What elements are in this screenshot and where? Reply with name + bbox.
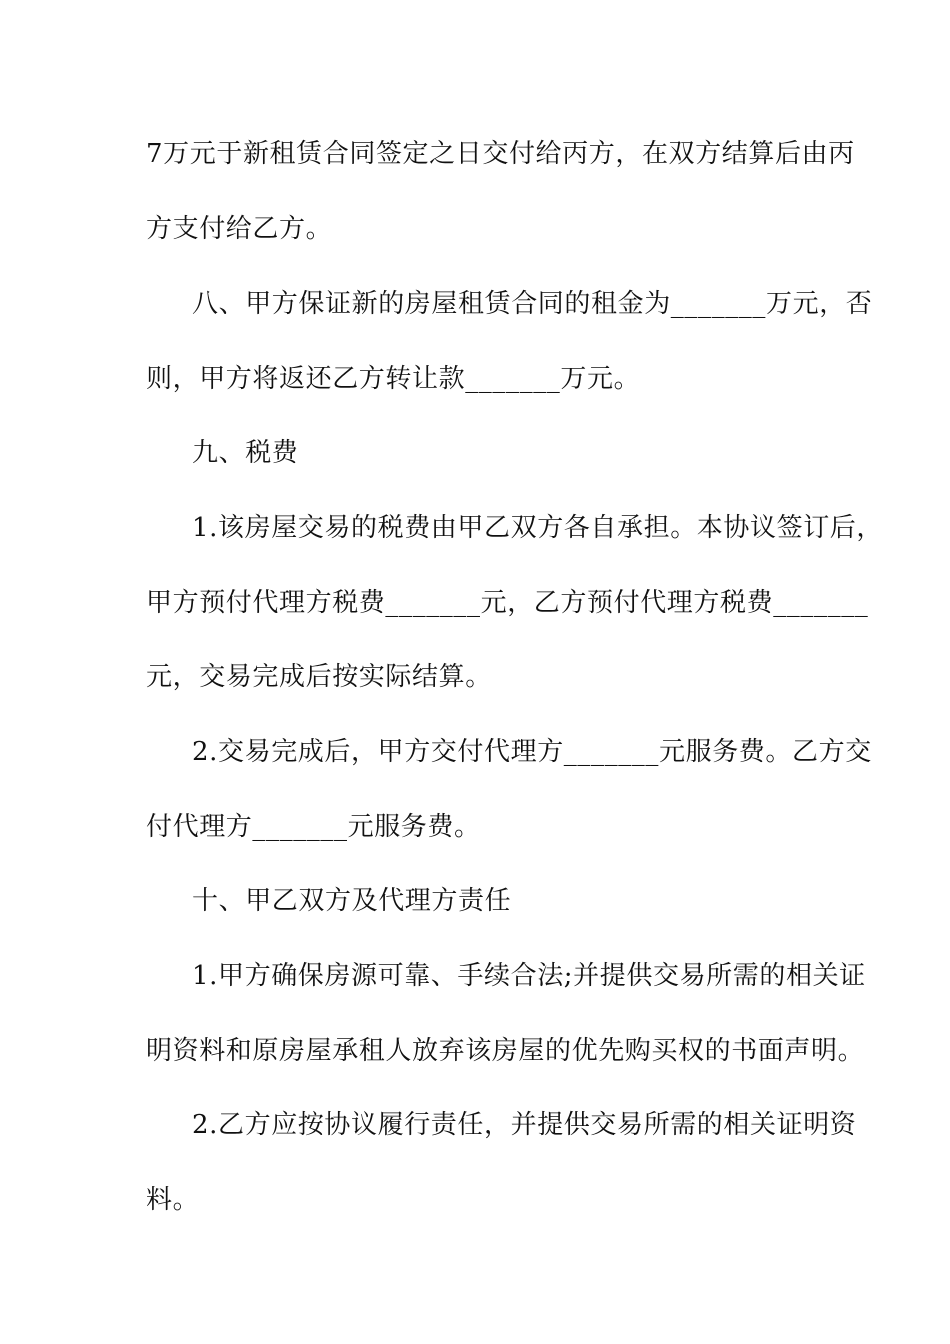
clause-9-2: 2.交易完成后，甲方交付代理方_______元服务费。乙方交 <box>192 737 872 767</box>
text-line: 方支付给乙方。 <box>146 214 333 244</box>
text-line: 甲方预付代理方税费_______元，乙方预付代理方税费_______ <box>146 588 869 618</box>
text-line: 元，交易完成后按实际结算。 <box>146 662 492 692</box>
section-8-paragraph: 八、甲方保证新的房屋租赁合同的租金为_______万元，否 <box>192 289 873 319</box>
section-9-heading: 九、税费 <box>192 438 299 468</box>
text-line: 付代理方_______元服务费。 <box>146 812 481 842</box>
text-line: 明资料和原房屋承租人放弃该房屋的优先购买权的书面声明。 <box>146 1036 865 1066</box>
clause-10-1: 1.甲方确保房源可靠、手续合法;并提供交易所需的相关证 <box>192 961 866 991</box>
text-line: 7万元于新租赁合同签定之日交付给丙方，在双方结算后由丙 <box>146 139 855 169</box>
text-line: 则，甲方将返还乙方转让款_______万元。 <box>146 364 641 394</box>
text-line: 料。 <box>146 1185 200 1215</box>
section-10-heading: 十、甲乙双方及代理方责任 <box>192 886 512 916</box>
clause-10-2: 2.乙方应按协议履行责任，并提供交易所需的相关证明资 <box>192 1110 857 1140</box>
clause-9-1: 1.该房屋交易的税费由甲乙双方各自承担。本协议签订后， <box>192 513 884 543</box>
